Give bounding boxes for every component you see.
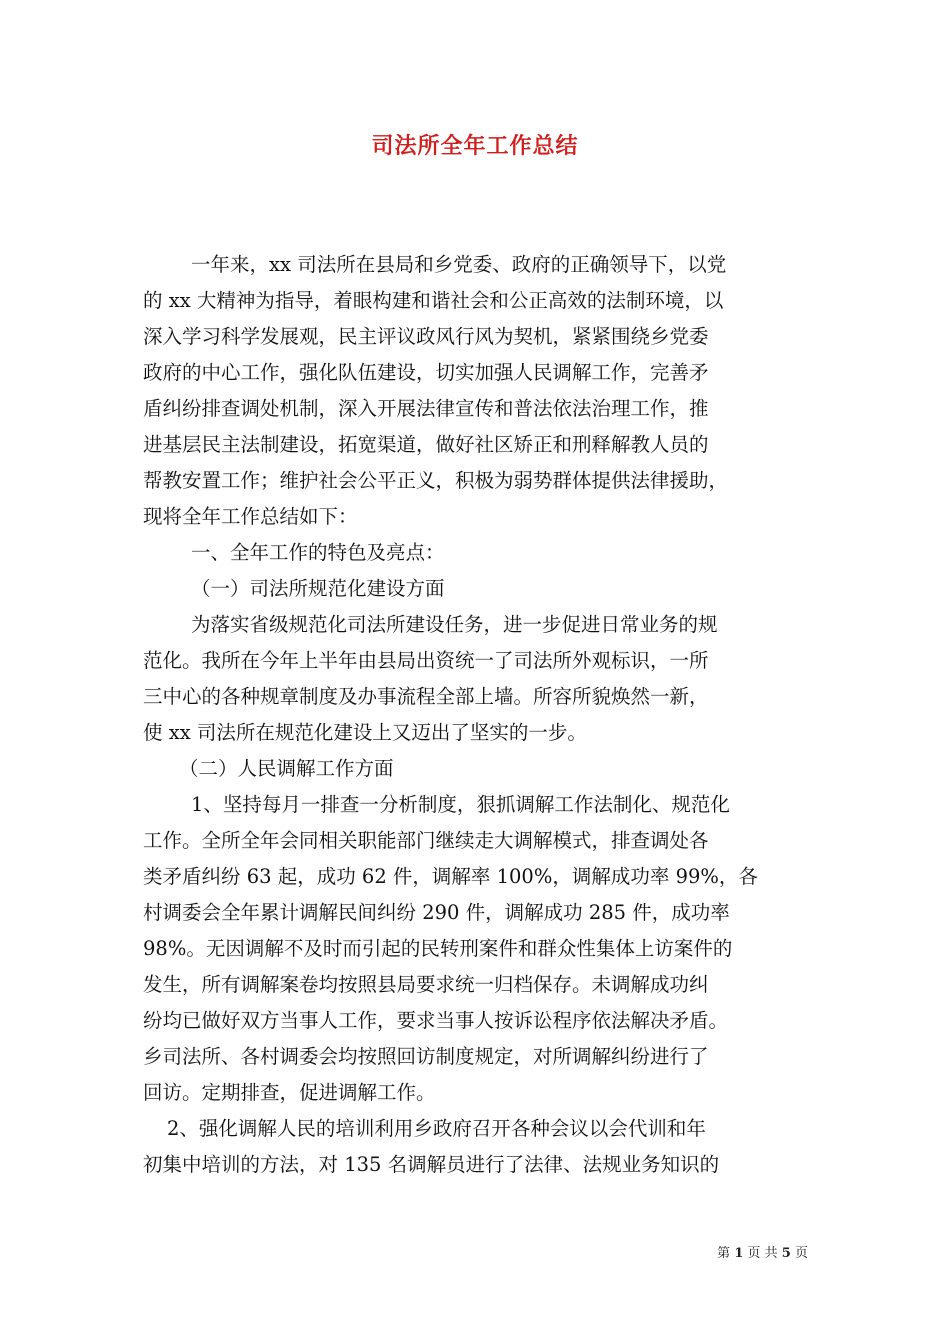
current-page-number: 1: [734, 1246, 744, 1261]
paragraph-line: 政府的中心工作，强化队伍建设，切实加强人民调解工作，完善矛: [143, 361, 709, 384]
paragraph-line: 盾纠纷排查调处机制，深入开展法律宣传和普法依法治理工作，推: [143, 397, 709, 420]
paragraph-line: 工作。全所全年会同相关职能部门继续走大调解模式，排查调处各: [143, 829, 709, 852]
page-number-footer: [640, 1245, 808, 1263]
paragraph-line: 进基层民主法制建设，拓宽渠道，做好社区矫正和刑释解教人员的: [143, 433, 709, 456]
footer-suffix: 页: [794, 1246, 808, 1261]
paragraph-line: 三中心的各种规章制度及办事流程全部上墙。所容所貌焕然一新，: [143, 685, 709, 708]
paragraph-line: 范化。我所在今年上半年由县局出资统一了司法所外观标识，一所: [143, 649, 709, 672]
paragraph-line: 现将全年工作总结如下：: [143, 505, 358, 528]
document-body: [143, 247, 811, 1183]
paragraph-line: 乡司法所、各村调委会均按照回访制度规定，对所调解纠纷进行了: [143, 1045, 709, 1068]
paragraph-line: 初集中培训的方法，对 135 名调解员进行了法律、法规业务知识的: [143, 1153, 720, 1176]
subsection-heading: （二）人民调解工作方面: [179, 757, 394, 780]
paragraph-line: 98%。无因调解不及时而引起的民转刑案件和群众性集体上访案件的: [143, 937, 733, 960]
paragraph-line: 使 xx 司法所在规范化建设上又迈出了坚实的一步。: [143, 721, 587, 744]
paragraph-line: 2、强化调解人民的培训利用乡政府召开各种会议以会代训和年: [167, 1117, 706, 1140]
subsection-heading: （一）司法所规范化建设方面: [191, 577, 445, 600]
document-title: 司法所全年工作总结: [371, 134, 579, 159]
paragraph-line: 纷均已做好双方当事人工作，要求当事人按诉讼程序依法解决矛盾。: [143, 1009, 729, 1032]
paragraph-line: 的 xx 大精神为指导，着眼构建和谐社会和公正高效的法制环境，以: [143, 289, 724, 312]
paragraph-line: 一年来，xx 司法所在县局和乡党委、政府的正确领导下，以党: [191, 253, 727, 276]
paragraph-line: 1、坚持每月一排查一分析制度，狠抓调解工作法制化、规范化: [191, 793, 730, 816]
footer-middle: 页 共: [747, 1246, 778, 1261]
paragraph-line: 村调委会全年累计调解民间纠纷 290 件，调解成功 285 件，成功率: [143, 901, 730, 924]
paragraph-line: 类矛盾纠纷 63 起，成功 62 件，调解率 100%，调解成功率 99%，各: [143, 865, 758, 888]
total-page-count: 5: [781, 1246, 791, 1261]
section-heading: 一、全年工作的特色及亮点：: [191, 541, 445, 564]
paragraph-line: 深入学习科学发展观，民主评议政风行风为契机，紧紧围绕乡党委: [143, 325, 709, 348]
paragraph-line: 发生，所有调解案卷均按照县局要求统一归档保存。未调解成功纠: [143, 973, 709, 996]
paragraph-line: 帮教安置工作；维护社会公平正义，积极为弱势群体提供法律援助，: [143, 469, 729, 492]
footer-prefix: 第: [717, 1246, 731, 1261]
paragraph-line: 回访。定期排查，促进调解工作。: [143, 1081, 436, 1104]
paragraph-line: 为落实省级规范化司法所建设任务，进一步促进日常业务的规: [191, 613, 718, 636]
